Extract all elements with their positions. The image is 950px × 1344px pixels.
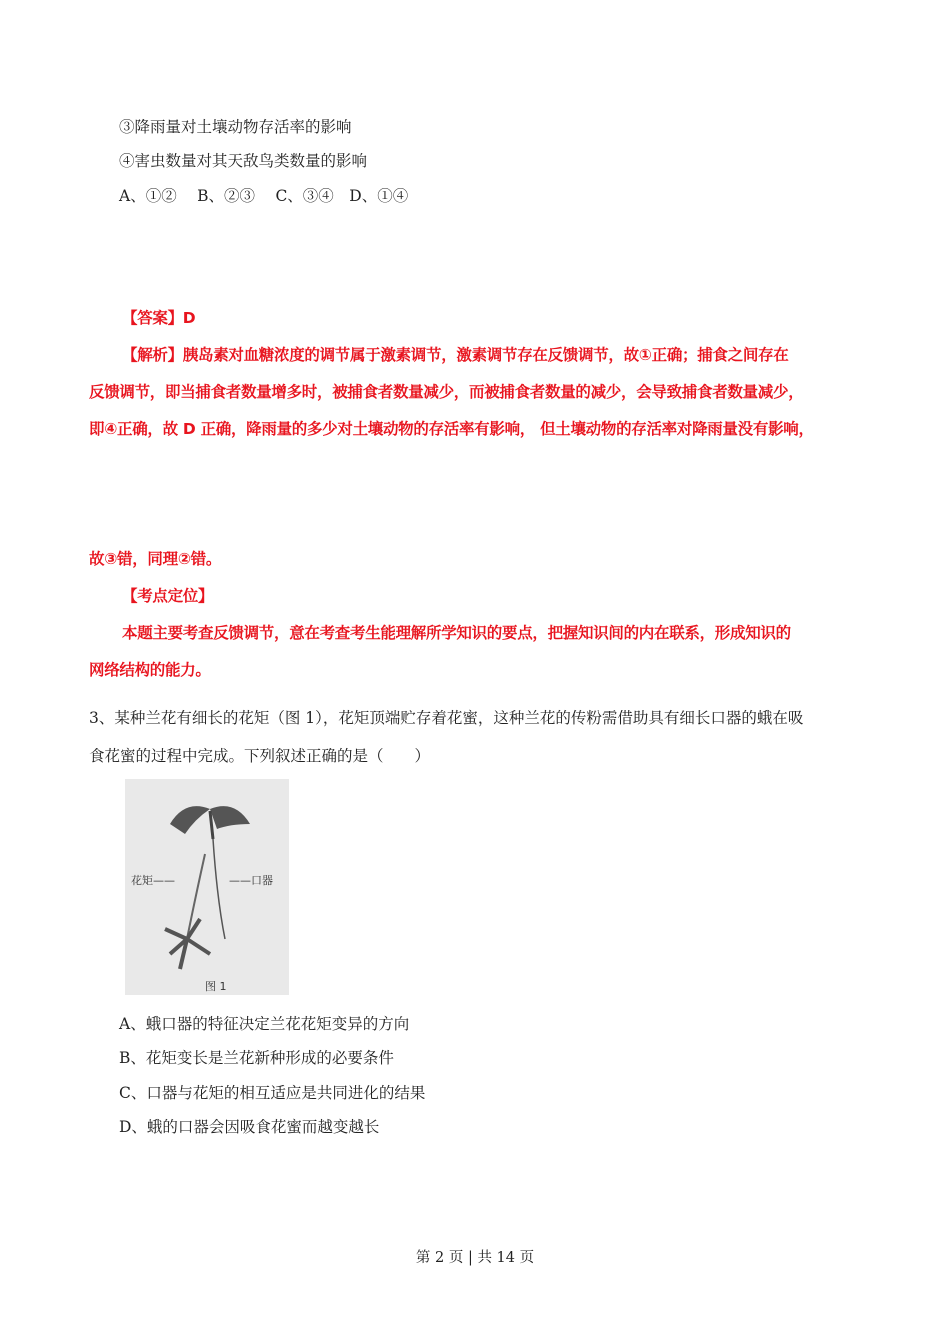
figure-label-mouthpart: ——口器 xyxy=(229,874,273,887)
option-a: A、蛾口器的特征决定兰花花矩变异的方向 xyxy=(119,1015,410,1033)
kaodian-line-2: 网络结构的能力。 xyxy=(89,661,211,679)
orchid-moth-figure xyxy=(125,779,289,995)
analysis-line-4: 故③错，同理②错。 xyxy=(89,550,222,568)
kaodian-heading: 【考点定位】 xyxy=(122,587,214,605)
page-footer: 第 2 页 | 共 14 页 xyxy=(415,1250,535,1266)
figure-caption: 图 1 xyxy=(205,980,227,993)
analysis-line-2: 反馈调节，即当捕食者数量增多时，被捕食者数量减少，而被捕食者数量的减少，会导致捕食者数量减少， xyxy=(89,383,804,401)
answer-line: 【答案】D xyxy=(122,309,196,327)
option-d: D、蛾的口器会因吸食花蜜而越变越长 xyxy=(119,1118,380,1136)
figure-label-nectar-spur: 花矩—— xyxy=(131,874,175,887)
question-item-3: ③降雨量对土壤动物存活率的影响 xyxy=(119,118,352,136)
option-b: B、花矩变长是兰花新种形成的必要条件 xyxy=(119,1049,394,1067)
option-c: C、口器与花矩的相互适应是共同进化的结果 xyxy=(119,1084,426,1102)
question3-stem-1: 3、某种兰花有细长的花矩（图 1），花矩顶端贮存着花蜜，这种兰花的传粉需借助具有细长口器的蛾在吸 xyxy=(89,709,804,727)
kaodian-line-1: 本题主要考查反馈调节，意在考查考生能理解所学知识的要点，把握知识间的内在联系，形成知识的 xyxy=(122,624,791,642)
question-options: A、①② B、②③ C、③④ D、①④ xyxy=(119,187,409,205)
question-item-4: ④害虫数量对其天敌鸟类数量的影响 xyxy=(119,152,368,170)
analysis-line-1: 【解析】胰岛素对血糖浓度的调节属于激素调节，激素调节存在反馈调节，故①正确；捕食之间存在 xyxy=(122,346,789,364)
analysis-line-3: 即④正确，故 D 正确，降雨量的多少对土壤动物的存活率有影响， 但土壤动物的存活率对降雨量没有影响， xyxy=(89,420,814,438)
question3-stem-2: 食花蜜的过程中完成。下列叙述正确的是（ ） xyxy=(89,747,431,765)
